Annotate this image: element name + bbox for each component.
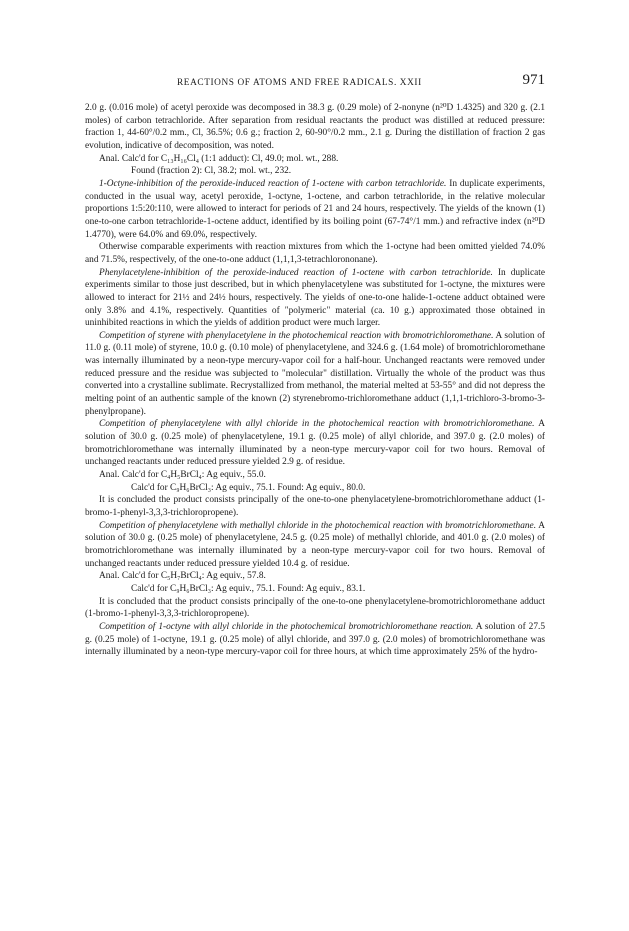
analysis-line: Anal. Calc'd for C₁₃H₁₆Cl₄ (1:1 adduct): Cl, 49.0; mol. wt., 288. — [99, 153, 339, 164]
analysis-found-line: Found (fraction 2): Cl, 38.2; mol. wt., 232. — [131, 166, 292, 177]
paragraph-styrene-competition: Competition of styrene with phenylacetylene in the photochemical reaction with bromotrichloromethane. A solution of 11.0 g. (0.11 mole) of styrene, 10.0 g. (0.10 mole) of phenylacetylene, and 324.6 g. (1.64 mole) of bromotrichloromethane was internally illuminated by a neon-type mercury-vapor coil for a half-hour. Unchanged reactants were removed under reduced pressure and the residue was subjected to "molecular" distillation. Virtually the whole of the product was thus converted into a crystalline sublimate. Recrystallized from methanol, the material melted at 53-55° and did not depress the melting point of an authentic sample of the known (2) styrenebromo-trichloromethane adduct (1,1,1-trichloro-3-bromo-3-phenylpropane). — [85, 330, 545, 417]
section-heading: Competition of phenylacetylene with methallyl chloride in the photochemical reaction with bromotrichloromethane. — [99, 520, 537, 531]
section-heading: Competition of styrene with phenylacetylene in the photochemical reaction with bromotrichloromethane. — [99, 330, 494, 341]
analysis-line: Anal. Calc'd for C₄H₅BrCl₄: Ag equiv., 55.0. — [99, 470, 266, 481]
paragraph-octyne-inhibition: 1-Octyne-inhibition of the peroxide-induced reaction of 1-octene with carbon tetrachloride. In duplicate experiments, conducted in the usual way, acetyl peroxide, 1-octyne, 1-octene, and carbon tetrachloride, in the relative molecular proportions 1:5:20:110, were allowed to interact for periods of 21 and 24 hours, respectively. The yields of the known (1) one-to-one carbon tetrachloride-1-octene adduct, identified by its boiling point (67-74°/1 mm.) and refractive index (n²⁰D 1.4770), were 64.0% and 69.0%, respectively. — [85, 178, 546, 240]
page-header — [85, 72, 545, 94]
paragraph-conclusion: It is concluded the product consists principally of the one-to-one phenylacetylene-bromotrichloromethane adduct (1-bromo-1-phenyl-3,3,3-trichloropropene). — [85, 495, 545, 518]
section-heading: 1-Octyne-inhibition of the peroxide-induced reaction of 1-octene with carbon tetrachloride. — [99, 178, 447, 189]
running-title: REACTIONS OF ATOMS AND FREE RADICALS. XXII — [177, 78, 422, 88]
analysis-line: Anal. Calc'd for C₅H₇BrCl₄: Ag equiv., 57.8. — [99, 571, 266, 582]
analysis-found-line: Calc'd for C₉H₆BrCl₃: Ag equiv., 75.1. Found: Ag equiv., 83.1. — [131, 583, 366, 594]
paragraph-conclusion: It is concluded that the product consists principally of the one-to-one phenylacetylene-bromotrichloromethane adduct (1-bromo-1-phenyl-3,3,3-trichloropropene). — [85, 596, 545, 620]
analysis-found-line: Calc'd for C₉H₆BrCl₃: Ag equiv., 75.1. Found: Ag equiv., 80.0. — [131, 482, 366, 493]
section-heading: Competition of 1-octyne with allyl chloride in the photochemical bromotrichloromethane reaction. — [99, 621, 474, 632]
paragraph-phenylacetylene-inhibition: Phenylacetylene-inhibition of the peroxide-induced reaction of 1-octene with carbon tetrachloride. In duplicate experiments similar to those just described, but in which phenylacetylene was substituted for 1-octyne, the mixtures were allowed to interact for 21½ and 24½ hours, respectively. The yields of one-to-one halide-1-octene adduct obtained were only 3.8% and 4.1%, respectively. Quantities of "polymeric" material (ca. 10 g.) approximated those obtained in uninhibited reactions in which the yields of addition product were much larger. — [85, 267, 545, 329]
page-number: 971 — [522, 72, 545, 88]
paragraph-octyne-allyl-competition: Competition of 1-octyne with allyl chloride in the photochemical bromotrichloromethane reaction. A solution of 27.5 g. (0.25 mole) of 1-octyne, 19.1 g. (0.25 mole) of allyl chloride, and 397.0 g. (2.0 moles) of bromotrichloromethane was internally illuminated by a neon-type mercury-vapor coil for three hours, at which time approximately 25% of the hydro- — [85, 621, 545, 658]
section-heading: Phenylacetylene-inhibition of the peroxide-induced reaction of 1-octene with carbon tetrachloride. — [99, 267, 493, 278]
paragraph-nonyne-experiment: 2.0 g. (0.016 mole) of acetyl peroxide was decomposed in 38.3 g. (0.29 mole) of 2-nonyne (n²⁰D 1.4325) and 320 g. (2.1 moles) of carbon tetrachloride. After separation from residual reactants the product was distilled at reduced pressure: fraction 1, 44-60°/0.2 mm., Cl, 36.5%; 0.6 g.; fraction 2, 60-90°/0.2 mm., 2.1 g. During the distillation of fraction 2 gas evolution, indicative of decomposition, was noted. — [85, 103, 545, 151]
paragraph-methallyl-chloride-competition: Competition of phenylacetylene with methallyl chloride in the photochemical reaction with bromotrichloromethane. A solution of 30.0 g. (0.25 mole) of phenylacetylene, 24.5 g. (0.25 mole) of methallyl chloride, and 401.0 g. (2.0 moles) of bromotrichloromethane was internally illuminated by a neon-type mercury-vapor coil for two hours. Removal of unchanged reactants under reduced pressure yielded 10.4 g. of residue. — [85, 520, 545, 569]
paragraph-control-experiments: Otherwise comparable experiments with reaction mixtures from which the 1-octyne had been omitted yielded 74.0% and 71.5%, respectively, of the one-to-one adduct (1,1,1,3-tetrachlorononane). — [85, 242, 545, 265]
body-text — [85, 102, 545, 659]
paragraph-allyl-chloride-competition: Competition of phenylacetylene with allyl chloride in the photochemical reaction with bromotrichloromethane. A solution of 30.0 g. (0.25 mole) of phenylacetylene, 19.1 g. (0.25 mole) of allyl chloride, and 397.0 g. (2.0 moles) of bromotrichloromethane was internally illuminated by a neon-type mercury-vapor coil for two hours. Removal of unchanged reactants under reduced pressure yielded 2.9 g. of residue. — [85, 419, 545, 468]
section-heading: Competition of phenylacetylene with allyl chloride in the photochemical reaction with bromotrichloromethane. — [99, 419, 535, 430]
